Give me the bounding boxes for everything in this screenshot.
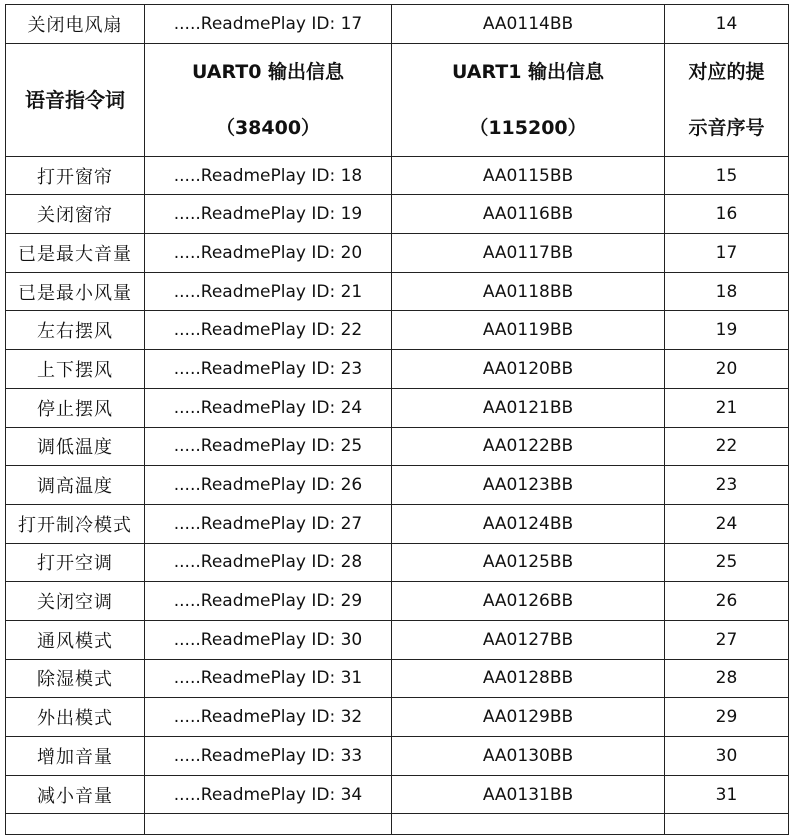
voice-command-table [5, 4, 789, 835]
uart0-cell: .....ReadmePlay ID: 32 [145, 698, 392, 737]
command-cell: 外出模式 [6, 698, 145, 737]
prompt-number-cell: 28 [665, 659, 789, 698]
command-cell: 关闭空调 [6, 582, 145, 621]
command-cell: 减小音量 [6, 775, 145, 814]
table-row [6, 156, 789, 195]
prompt-number-cell: 24 [665, 504, 789, 543]
table-body [6, 5, 789, 835]
command-cell: 左右摆风 [6, 311, 145, 350]
prompt-number-cell: 20 [665, 350, 789, 389]
header-uart1-baud: （115200） [469, 116, 587, 139]
command-cell: 通风模式 [6, 620, 145, 659]
command-cell: 已是最小风量 [6, 272, 145, 311]
table-row [6, 5, 789, 44]
table-row [6, 775, 789, 814]
uart1-cell: AA0123BB [392, 466, 665, 505]
uart0-cell: .....ReadmePlay ID: 22 [145, 311, 392, 350]
command-cell: 停止摆风 [6, 388, 145, 427]
prompt-number-cell: 23 [665, 466, 789, 505]
command-cell: 打开窗帘 [6, 156, 145, 195]
prompt-number-cell: 21 [665, 388, 789, 427]
header-uart0-baud: （38400） [215, 116, 321, 139]
command-cell: 打开制冷模式 [6, 504, 145, 543]
prompt-number-cell: 22 [665, 427, 789, 466]
uart0-cell: .....ReadmePlay ID: 33 [145, 737, 392, 776]
prompt-number-cell: 16 [665, 195, 789, 234]
table-row [6, 234, 789, 273]
header-prompt-line1: 对应的提 [688, 60, 765, 83]
table-row [6, 698, 789, 737]
table-row [6, 272, 789, 311]
table-row [6, 427, 789, 466]
uart1-cell: AA0124BB [392, 504, 665, 543]
table-row [6, 620, 789, 659]
uart0-cell: .....ReadmePlay ID: 24 [145, 388, 392, 427]
uart0-cell: .....ReadmePlay ID: 27 [145, 504, 392, 543]
header-prompt-line2: 示音序号 [688, 116, 765, 139]
prompt-number-cell: 15 [665, 156, 789, 195]
command-cell: 调高温度 [6, 466, 145, 505]
table-row [6, 737, 789, 776]
uart1-cell: AA0117BB [392, 234, 665, 273]
table-header-row [6, 43, 789, 156]
table-row [6, 195, 789, 234]
prompt-number-cell: 19 [665, 311, 789, 350]
uart0-cell: .....ReadmePlay ID: 23 [145, 350, 392, 389]
uart1-cell: AA0115BB [392, 156, 665, 195]
header-uart0-title: UART0 输出信息 [191, 60, 345, 83]
uart1-cell: AA0131BB [392, 775, 665, 814]
uart1-cell: AA0125BB [392, 543, 665, 582]
uart1-cell: AA0122BB [392, 427, 665, 466]
uart0-cell: .....ReadmePlay ID: 18 [145, 156, 392, 195]
table-row [6, 659, 789, 698]
uart0-cell: .....ReadmePlay ID: 26 [145, 466, 392, 505]
header-uart0 [145, 43, 392, 156]
uart1-cell: AA0127BB [392, 620, 665, 659]
command-cell: 关闭窗帘 [6, 195, 145, 234]
prompt-number-cell: 18 [665, 272, 789, 311]
header-command [6, 43, 145, 156]
uart1-cell: AA0121BB [392, 388, 665, 427]
empty-cell [665, 814, 789, 835]
uart1-cell: AA0120BB [392, 350, 665, 389]
command-cell: 打开空调 [6, 543, 145, 582]
prompt-number-cell: 31 [665, 775, 789, 814]
prompt-number-cell: 25 [665, 543, 789, 582]
prompt-number-cell: 27 [665, 620, 789, 659]
uart1-cell: AA0119BB [392, 311, 665, 350]
uart1-cell: AA0130BB [392, 737, 665, 776]
uart0-cell: .....ReadmePlay ID: 17 [145, 5, 392, 44]
prompt-number-cell: 29 [665, 698, 789, 737]
table-row [6, 543, 789, 582]
table-row [6, 350, 789, 389]
uart1-cell: AA0126BB [392, 582, 665, 621]
empty-cell [6, 814, 145, 835]
uart0-cell: .....ReadmePlay ID: 19 [145, 195, 392, 234]
empty-cell [145, 814, 392, 835]
uart0-cell: .....ReadmePlay ID: 28 [145, 543, 392, 582]
command-cell: 关闭电风扇 [6, 5, 145, 44]
prompt-number-cell: 14 [665, 5, 789, 44]
command-cell: 除湿模式 [6, 659, 145, 698]
prompt-number-cell: 17 [665, 234, 789, 273]
empty-cell [392, 814, 665, 835]
command-cell: 上下摆风 [6, 350, 145, 389]
table-row [6, 466, 789, 505]
uart0-cell: .....ReadmePlay ID: 20 [145, 234, 392, 273]
uart1-cell: AA0118BB [392, 272, 665, 311]
header-uart1 [392, 43, 665, 156]
uart1-cell: AA0116BB [392, 195, 665, 234]
command-cell: 调低温度 [6, 427, 145, 466]
table-row-partial [6, 814, 789, 835]
prompt-number-cell: 26 [665, 582, 789, 621]
uart0-cell: .....ReadmePlay ID: 34 [145, 775, 392, 814]
table-row [6, 388, 789, 427]
uart0-cell: .....ReadmePlay ID: 25 [145, 427, 392, 466]
prompt-number-cell: 30 [665, 737, 789, 776]
table-row [6, 582, 789, 621]
uart0-cell: .....ReadmePlay ID: 21 [145, 272, 392, 311]
table-row [6, 504, 789, 543]
uart0-cell: .....ReadmePlay ID: 29 [145, 582, 392, 621]
uart1-cell: AA0128BB [392, 659, 665, 698]
uart1-cell: AA0114BB [392, 5, 665, 44]
header-prompt [665, 43, 789, 156]
uart1-cell: AA0129BB [392, 698, 665, 737]
header-command-label: 语音指令词 [25, 87, 125, 112]
uart0-cell: .....ReadmePlay ID: 30 [145, 620, 392, 659]
command-cell: 已是最大音量 [6, 234, 145, 273]
header-uart1-title: UART1 输出信息 [451, 60, 605, 83]
table-row [6, 311, 789, 350]
command-cell: 增加音量 [6, 737, 145, 776]
uart0-cell: .....ReadmePlay ID: 31 [145, 659, 392, 698]
